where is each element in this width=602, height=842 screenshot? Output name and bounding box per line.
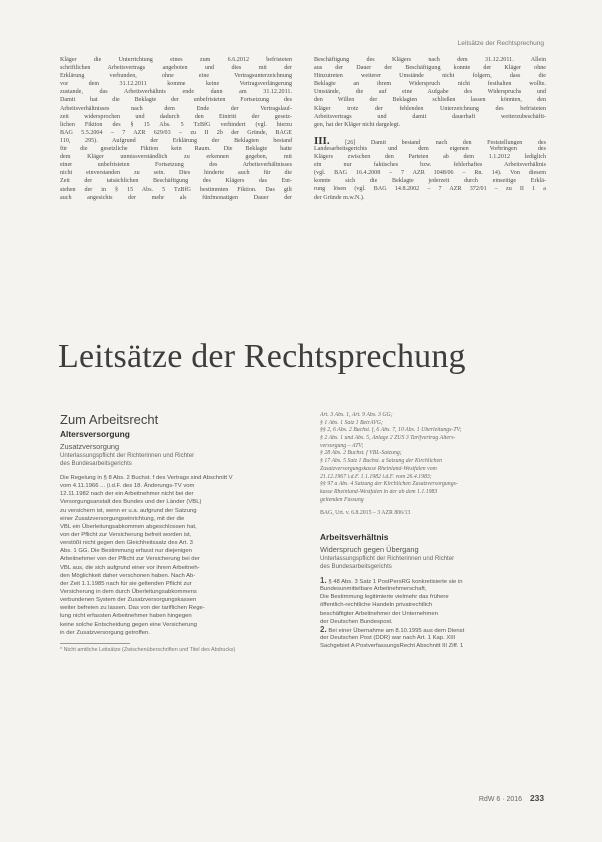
- text-line: Zeit der tatsächlichen Beschäftigung des Klägers das Ent-: [60, 178, 292, 185]
- list-item-first-line: [320, 577, 544, 585]
- text-line: Beklagte an ihrem Widerspruch nicht festhalten wollte.: [314, 81, 546, 88]
- text-line: vor dem 31.12.2011 komme keine Vertragsverlängerung: [60, 81, 292, 88]
- page-footer: [479, 793, 544, 803]
- text-line: schriftlichen Arbeitsvertrags angeboten und dies mit der: [60, 65, 292, 72]
- top-left-column: [60, 56, 292, 202]
- reference-line: 21.12.1967 i.d.F. 1.1.1982 i.d.F. vom 26.4.1983;: [320, 473, 432, 480]
- subtopic-line: des Bundesarbeitsgerichts: [320, 562, 392, 570]
- text-line: nicht einverstanden zu sein. Dies hinderte auch für die: [60, 170, 292, 177]
- reference-line: §§ 97 a Abs. 4 Satzung der Kirchlichen Zusatzversorgungs-: [320, 481, 458, 488]
- text-line: einer Zusatzversorgungseinrichtung, mit der die: [60, 515, 185, 522]
- text-line: 12.11.1982 nach der ein Arbeitnehmer nicht bei der: [60, 491, 194, 498]
- item-number: 1.: [320, 576, 327, 585]
- text-line: Beschäftigung des Klägers nach dem 31.12.2011. Allein: [314, 57, 546, 63]
- text-line: Klägers zwischen den Parteien ab dem 1.1.2012 lediglich: [314, 154, 546, 161]
- text-line: VBL ein Überleitungsabkommen abgeschlossen hat,: [60, 523, 197, 530]
- topic: Widerspruch gegen Übergang: [320, 544, 419, 554]
- list-item-first-line: [320, 626, 544, 634]
- reference-line: geltenden Fassung: [320, 496, 364, 503]
- text-line: auch angesichts der mehr als fünfmonatigen Dauer der: [60, 194, 292, 201]
- citation: BAG, Urt. v. 6.8.2015 – 3 AZR 806/13: [320, 510, 411, 517]
- text-line: den Möglichkeit daher verschonen haben. Nach Ab-: [60, 572, 196, 579]
- lower-right-column: [320, 412, 544, 650]
- part-numeral: III.: [314, 136, 330, 145]
- text-line: Sachgebiet A PostverfassungsRecht Abschnitt III Ziff. 1: [320, 643, 464, 650]
- text-line: konnte sich die Beklagte jederzeit durch einseitige Erklä-: [314, 178, 546, 185]
- text-line: Hinzutreten weiterer Umstände nicht folgern, dass die: [314, 73, 546, 80]
- reference-line: § 1 Abs. 1 Satz 1 BetrAVG;: [320, 419, 383, 426]
- issue-label: RdW 6 · 2016: [478, 796, 523, 803]
- text-line: verstößt nicht gegen den Gleichheitssatz des Art. 3: [60, 540, 193, 547]
- text-line: VBL aus, die sich aufgrund einer vor ihrem Arbeitneh-: [60, 564, 200, 571]
- text-line: 110, 295). Aufgrund der Erklärung der Beklagten bestand: [60, 137, 292, 144]
- text-line: BAG 5.5.2004 – 7 AZR 629/03 – zu II 2b der Gründe, BAGE: [60, 129, 292, 136]
- top-right-column: [314, 56, 546, 202]
- reference-line: § 2 Abs. 1 und Abs. 5, Anlage 2 ZÜS 3 Tarifvertrag Alters-: [320, 435, 456, 442]
- text-line: von der Pflicht zur Versicherung befreit worden ist,: [60, 531, 192, 538]
- text-line: der Gründe m.w.N.).: [314, 194, 365, 201]
- text-line: der Deutschen Post (DDR) war nach Art. 1 Kap. XIII: [320, 634, 456, 641]
- item-lead: Bei einer Übernahme am 8.10.1995 aus dem Dienst: [328, 627, 465, 634]
- text-line: vom 4.11.1966 ... (i.d.F. des 18. Änderungs-TV vom: [60, 483, 195, 490]
- part-three-lead: [26] Damit bestand nach den Feststellungen des: [345, 139, 546, 145]
- running-head: Leitsätze der Rechtsprechung: [457, 40, 544, 47]
- text-line: keine solche Entscheidung gegen eine Versicherung: [60, 621, 197, 628]
- text-line: zu versichern ist, wenn er u.a. aufgrund der Satzung: [60, 507, 197, 514]
- text-line: dem Kläger unmissverständlich zu erkennen gegeben, mit: [60, 154, 292, 161]
- text-line: weiter befreien zu lassen. Das von der tariflichen Rege-: [60, 605, 205, 612]
- text-line: der Zeit 1.1.1985 nach für sie geltenden Pflicht zur: [60, 580, 192, 587]
- main-title: Leitsätze der Rechtsprechung: [58, 338, 466, 375]
- page-number: 233: [530, 793, 544, 803]
- text-line: Damit hat die Beklagte der unbefristeten Fortsetzung des: [60, 97, 292, 104]
- topic: Zusatzversorgung: [60, 442, 120, 451]
- text-line: Kläger trotz der fehlenden Unterzeichnung des befristeten: [314, 105, 546, 112]
- reference-line: §§ 2, 6 Abs. 2 Buchst. f, 6 Abs. 7, 10 Abs. 1 Überleitungs-TV;: [320, 427, 462, 434]
- text-line: verbundenen System der Zusatzversorgungskassen: [60, 597, 197, 604]
- text-line: Versorgungsanstalt des Bundes und der Länder (VBL): [60, 499, 202, 506]
- text-line: Landesarbeitsgerichts und dem eigenen Vorbringen des: [314, 145, 546, 152]
- text-line: Die Bestimmung legitimierte vielmehr das frühere: [320, 594, 449, 601]
- sub-heading: Altersversorgung: [60, 429, 130, 439]
- text-line: Arbeitsverhältnisses nach dem Ende der Vertragslauf-: [60, 105, 292, 112]
- subtopic-line: des Bundesarbeitsgerichts: [60, 460, 132, 467]
- reference-line: Zusatzversorgungskasse Rheinland-Westfalen vom: [320, 465, 437, 472]
- text-line: den Willen der Beklagten schließen lassen könnten, den: [314, 97, 546, 104]
- text-line: gen, hat der Kläger nicht dargelegt.: [314, 121, 401, 128]
- text-line: rung lösen (vgl. BAG 14.8.2002 – 7 AZR 372/01 – zu II 1 a: [314, 186, 546, 193]
- text-line: stehen der in § 15 Abs. 5 TzBfG bestimmten Fiktion. Das gilt: [60, 186, 292, 193]
- reference-line: versorgung – ATV;: [320, 442, 364, 449]
- text-line: aus der Dauer der Beschäftigung konnte der Kläger ohne: [314, 65, 546, 72]
- text-line: der Deutschen Bundespost.: [320, 618, 393, 625]
- text-line: Bundesunmittelbare Arbeitnehmerschaft,: [320, 586, 427, 593]
- text-line: lung nicht erfassten Arbeitnehmer haben hingegen: [60, 613, 192, 620]
- footnote-rule: [60, 643, 130, 644]
- text-line: einer unbefristeten Fortsetzung des Arbeitsverhältnisses: [60, 162, 292, 169]
- text-line: Arbeitsvertrags und damit dauerhaft weiterzubeschäfti-: [314, 113, 546, 120]
- subtopic-line: Unterlassungspflicht der Richterinnen und Richter: [320, 554, 455, 562]
- text-line: Kläger die Unterrichtung eines zum 6.6.2012 befristeten: [60, 57, 292, 63]
- reference-line: Art. 3 Abs. 1, Art. 9 Abs. 3 GG;: [320, 412, 393, 418]
- subtopic-line: Unterlassungspflicht der Richterinnen und Richter: [60, 452, 195, 459]
- reference-line: § 28 Abs. 2 Buchst. f VBL-Satzung;: [320, 450, 402, 457]
- item-number: 2.: [320, 625, 327, 634]
- item-lead: § 48 Abs. 3 Satz 1 PostPersRG konkretisierte sie in: [328, 578, 463, 585]
- text-line: öffentlich-rechtliche Handeln privatrechtlich: [320, 602, 433, 609]
- sub-heading: Arbeitsverhältnis: [320, 531, 389, 542]
- text-line: zeit widersprochen und dadurch den Eintritt der gesetz-: [60, 113, 292, 120]
- reference-line: kasse Rheinland-Westfalen in der ab dem 1.1.1983: [320, 488, 438, 495]
- text-line: Abs. 1 GG. Die Bestimmung erfasst nur diejenigen: [60, 548, 192, 555]
- text-line: zustande, das Arbeitsverhältnis ende dann am 31.12.2011.: [60, 89, 292, 96]
- text-line: beschäftigter Arbeitnehmer der Unternehmen: [320, 610, 438, 617]
- text-line: Erklärung verbunden, ohne eine Vertragsunterzeichnung: [60, 73, 292, 80]
- text-line: (vgl. BAG 16.4.2008 – 7 AZR 1048/06 – Rn. 14). Von diesem: [314, 170, 546, 177]
- text-line: in der Zusatzversorgung getroffen.: [60, 629, 150, 636]
- footnote: * Nicht amtliche Leitsätze (Zwischenüberschriften und Titel des Abdrucks): [60, 646, 236, 653]
- lower-left-column: [60, 412, 280, 654]
- part-three-first-line: [314, 137, 546, 145]
- text-line: Versicherung in dem durch Überleitungsabkommens: [60, 588, 197, 595]
- text-line: ein nur faktisches bzw. fehlerhaftes Arbeitsverhältnis: [314, 162, 546, 169]
- reference-line: § 17 Abs. 5 Satz 1 Buchst. a Satzung der Kirchlichen: [320, 458, 443, 465]
- text-line: Umstände, die auf eine Aufgabe des Widerspruchs und: [314, 89, 546, 96]
- text-line: für die gesetzliche Fiktion kein Raum. Die Beklagte hatte: [60, 146, 292, 153]
- text-line: Die Regelung in § 8 Abs. 2 Buchst. f des Vertrags sind Abschnitt V: [60, 475, 233, 481]
- text-line: lichen Fiktion des § 15 Abs. 5 TzBfG verhindert (vgl. hierzu: [60, 121, 292, 128]
- text-line: Arbeitnehmer von der Pflicht zur Versicherung bei der: [60, 556, 200, 563]
- section-heading: Zum Arbeitsrecht: [60, 412, 159, 427]
